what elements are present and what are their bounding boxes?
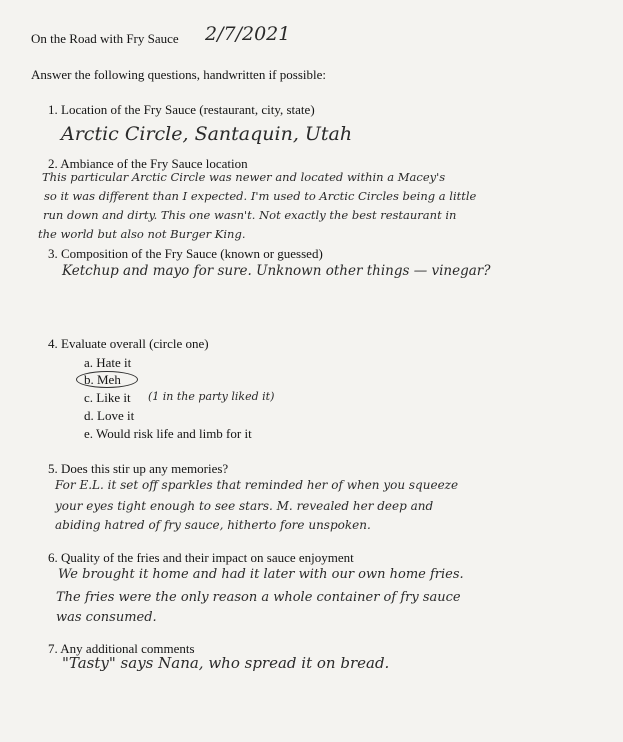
question-7: 7. Any additional comments xyxy=(48,641,195,656)
option-hate-it: a. Hate it xyxy=(84,355,132,370)
answer-2-line: This particular Arctic Circle was newer and located within a Macey's xyxy=(42,170,446,184)
option-risk-life: e. Would risk life and limb for it xyxy=(84,426,252,441)
answer-5-line: your eyes tight enough to see stars. M. revealed her deep and xyxy=(55,499,434,513)
answer-2-line: the world but also not Burger King. xyxy=(38,227,246,241)
answer-2-line: run down and dirty. This one wasn't. Not exactly the best restaurant in xyxy=(43,208,457,222)
answer-3: Ketchup and mayo for sure. Unknown other things — vinegar? xyxy=(62,263,491,279)
option-meh: b. Meh xyxy=(84,372,121,387)
answer-2-line: so it was different than I expected. I'm used to Arctic Circles being a little xyxy=(44,189,477,203)
answer-5-line: For E.L. it set off sparkles that reminded her of when you squeeze xyxy=(55,478,459,492)
question-6: 6. Quality of the fries and their impact on sauce enjoyment xyxy=(48,550,354,565)
question-5: 5. Does this stir up any memories? xyxy=(48,461,229,476)
instructions: Answer the following questions, handwritten if possible: xyxy=(31,67,326,82)
page-title: On the Road with Fry Sauce xyxy=(31,31,179,46)
option-like-it: c. Like it xyxy=(84,390,131,405)
answer-7: "Tasty" says Nana, who spread it on bread. xyxy=(62,654,390,672)
answer-6-line: was consumed. xyxy=(56,610,157,625)
date-handwritten: 2/7/2021 xyxy=(205,23,291,45)
question-3: 3. Composition of the Fry Sauce (known or guessed) xyxy=(48,246,323,261)
answer-6-line: We brought it home and had it later with our own home fries. xyxy=(58,567,464,582)
question-2: 2. Ambiance of the Fry Sauce location xyxy=(48,156,248,171)
answer-5-line: abiding hatred of fry sauce, hitherto fore unspoken. xyxy=(55,518,371,532)
question-1: 1. Location of the Fry Sauce (restaurant, city, state) xyxy=(48,102,315,117)
option-love-it: d. Love it xyxy=(84,408,135,423)
option-note: (1 in the party liked it) xyxy=(148,390,275,403)
question-4: 4. Evaluate overall (circle one) xyxy=(48,336,209,351)
answer-6-line: The fries were the only reason a whole container of fry sauce xyxy=(56,590,461,605)
answer-1: Arctic Circle, Santaquin, Utah xyxy=(61,123,353,145)
